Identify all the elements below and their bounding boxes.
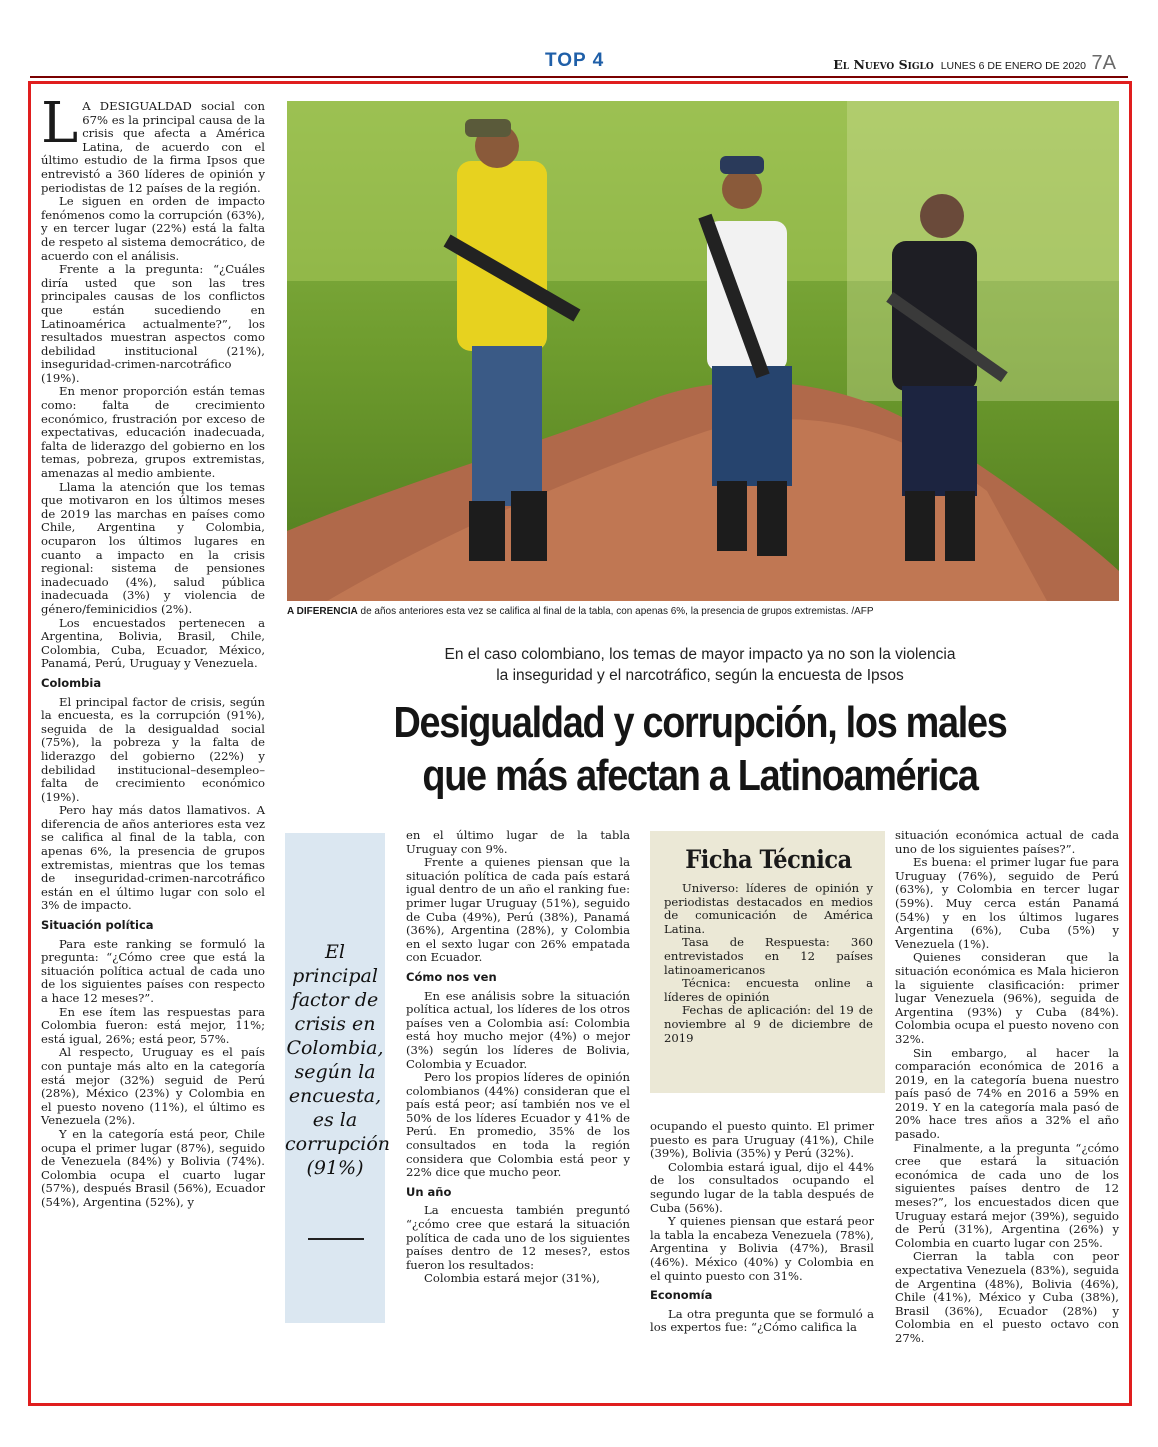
paragraph: ocupando el puesto quinto. El primer puesto es para Uruguay (41%), Chile (39%), Bolivia (35%) y Perú (32%). bbox=[650, 1119, 874, 1161]
paragraph: La encuesta también preguntó “¿cómo cree que estará la situación política de cada uno de los siguientes países dentro de 12 meses?, estos fueron los resultados: bbox=[406, 1203, 630, 1272]
paragraph: Es buena: el primer lugar fue para Uruguay (76%), seguido de Perú (63%), y Colombia en tercer lugar (59%). Muy cerca están Panamá (54%) y en los últimos lugares Argentina (6%), Cuba (5%) y Venezuela (1%). bbox=[895, 855, 1119, 951]
paragraph: Le siguen en orden de impacto fenómenos como la corrupción (63%), y en tercer lugar (22%) está la falta de respeto al sistema democrático, de acuerdo con el análisis. bbox=[41, 194, 265, 263]
article-kicker bbox=[300, 644, 1100, 686]
paragraph: Colombia estará mejor (31%), bbox=[424, 1271, 600, 1286]
ficha-title: Ficha Técnica bbox=[685, 845, 852, 874]
ficha-item: Fechas de aplicación: del 19 de noviembre al 9 de diciembre de 2019 bbox=[664, 1003, 873, 1045]
paragraph: Y quienes piensan que estará peor la tabla la encabeza Venezuela (78%), Argentina y Bolivia (47%), Brasil (46%). México (40%) y Colombia en el quinto puesto con 31%. bbox=[650, 1214, 874, 1283]
ficha-item: Técnica: encuesta online a líderes de opinión bbox=[664, 976, 873, 1004]
kicker-line: En el caso colombiano, los temas de mayor impacto ya no son la violencia bbox=[444, 646, 956, 663]
paragraph: Al respecto, Uruguay es el país con puntaje más alto en la categoría está mejor (32%) seguid de Perú (28%), México (23%) y Colombia en el puesto noveno (11%), el último es Venezuela (2%). bbox=[41, 1045, 265, 1128]
article-column-3 bbox=[406, 829, 630, 1286]
paragraph: en el último lugar de la tabla Uruguay con 9%. bbox=[406, 828, 630, 856]
photo-illustration bbox=[287, 101, 1119, 601]
article-column-1 bbox=[41, 91, 265, 1210]
paragraph: Quienes consideran que la situación económica es Mala hicieron la siguiente clasificación: primer lugar Venezuela (96%), seguida de Argentina (93%) y Cuba (84%). Colombia ocupa el puesto noveno con 32%. bbox=[895, 950, 1119, 1046]
lead-photo bbox=[287, 101, 1119, 601]
kicker-line: la inseguridad y el narcotráfico, según la encuesta de Ipsos bbox=[496, 667, 904, 684]
article-column-5 bbox=[895, 829, 1119, 1346]
ficha-item: Tasa de Respuesta: 360 entrevistados en 12 países latinoamericanos bbox=[664, 935, 873, 977]
article-headline bbox=[356, 696, 1044, 802]
paragraph: Y en la categoría está peor, Chile ocupa el primer lugar (87%), seguido de Venezuela (84%) y Bolivia (74%). Colombia ocupa el cuarto lugar (57%), después Brasil (56%), Ecuador (54%), Argentina (52%), y bbox=[41, 1126, 265, 1209]
paragraph: En ese análisis sobre la situación política actual, los líderes de los otros países ven a Colombia así: Colombia está hoy mucho mejor (4%) o mejor (3%) según los líderes de Bolivia, Colombia y Ecuador. bbox=[406, 988, 630, 1071]
paragraph: Cierran la tabla con peor expectativa Venezuela (83%), seguida de Argentina (48%), Bolivia (46%), Chile (41%), México y Cuba (38%), Brasil (36%), Ecuador (28%) y Colombia en el puesto octavo con 27%. bbox=[895, 1249, 1119, 1345]
masthead-line bbox=[833, 57, 1086, 72]
headline-line: que más afectan a Latinoamérica bbox=[422, 751, 978, 800]
subhead-situacion-politica: Situación política bbox=[41, 918, 154, 933]
article-column-4 bbox=[650, 1120, 874, 1335]
paragraph: Frente a la pregunta: “¿Cuáles diría usted que son las tres principales causas de los conflictos que están sucediendo en Latinoamérica actualmente?”, los resultados muestran aspectos como debilidad institucional (21%), inseguridad-crimen-narcotráfico (19%). bbox=[41, 262, 265, 385]
paragraph: Sin embargo, al hacer la comparación económica de 2016 a 2019, en la categoría buena nuestro país pasó de 74% en 2016 a 59% en 2019. Y en la categoría mala pasó de 20% hace tres años a 32% el año pasado. bbox=[895, 1045, 1119, 1142]
paragraph: La otra pregunta que se formuló a los expertos fue: “¿Cómo califica la bbox=[650, 1306, 874, 1335]
page-number: 7A bbox=[1091, 52, 1116, 74]
paragraph: Colombia estará igual, dijo el 44% de los consultados ocupando el segundo lugar de la tabla después de Cuba (56%). bbox=[650, 1159, 874, 1215]
section-label: TOP 4 bbox=[545, 50, 605, 71]
header-rule bbox=[30, 76, 1128, 78]
dropcap: L bbox=[41, 91, 79, 156]
page-header bbox=[0, 0, 1158, 80]
paragraph: Pero los propios líderes de opinión colombianos (44%) consideran que el país está peor; así también nos ve el 50% de los líderes Ecuador y 41% de Perú. En promedio, 35% de los consultados en toda la región considera que Colombia está peor y 22% dice que mucho peor. bbox=[406, 1070, 630, 1180]
masthead: El Nuevo Siglo bbox=[833, 57, 934, 72]
pullquote: El principal factor de crisis en Colombia, según la encuesta, es la corrupción (91%) bbox=[285, 941, 391, 1179]
photo-caption bbox=[287, 606, 1127, 618]
paragraph: En menor proporción están temas como: falta de crecimiento económico, frustración por exceso de expectativas, educación inadecuada, falta de liderazgo del gobierno en los temas, pobreza, grupos extremistas, amenazas al medio ambiente. bbox=[41, 384, 265, 481]
pullquote-rule bbox=[308, 1238, 364, 1240]
lead-paragraph: L A DESIGUALDAD social con 67% es la principal causa de la crisis que afecta a América Latina, de acuerdo con el último estudio de la firma Ipsos que entrevistó a 360 líderes de opinión y periodistas de 12 países de la región. bbox=[41, 91, 265, 195]
caption-lead: A DIFERENCIA bbox=[287, 606, 358, 617]
paragraph: Los encuestados pertenecen a Argentina, Bolivia, Brasil, Chile, Colombia, Cuba, Ecuador, México, Panamá, Perú, Uruguay y Venezuela. bbox=[41, 615, 265, 671]
ficha-item: Universo: líderes de opinión y periodistas destacados en medios de comunicación de América Latina. bbox=[664, 881, 873, 936]
paragraph: Llama la atención que los temas que motivaron en los últimos meses de 2019 las marchas en países como Chile, Argentina y Colombia, ocuparon los últimos lugares en cuanto a impacto en la crisis regional: sistema de pensiones inadecuado (4%), salud pública inadecuada (3%) y violencia de género/feminicidios (2%). bbox=[41, 479, 265, 616]
paragraph: El principal factor de crisis, según la encuesta, es la corrupción (91%), seguida de la desigualdad social (75%), la pobreza y la falta de liderazgo del gobierno (22%) y debilidad institucional–desempleo–falta de crecimiento económico (19%). bbox=[41, 694, 265, 804]
subhead-un-anio: Un año bbox=[406, 1184, 452, 1199]
ficha-tecnica-box bbox=[650, 831, 885, 1093]
subhead-como-nos-ven: Cómo nos ven bbox=[406, 969, 497, 984]
paragraph: Para este ranking se formuló la pregunta: “¿Cómo cree que está la situación política actual de cada uno de los siguientes países con respecto a hace 12 meses?”. bbox=[41, 936, 265, 1005]
caption-text: de años anteriores esta vez se califica al final de la tabla, con apenas 6%, la presencia de grupos extremistas. /AFP bbox=[357, 606, 874, 617]
headline-line: Desigualdad y corrupción, los males bbox=[393, 698, 1007, 747]
paragraph: situación económica actual de cada uno de los siguientes países?”. bbox=[895, 828, 1119, 856]
paragraph: Finalmente, a la pregunta “¿cómo cree que estará la situación económica de cada uno de los siguientes países dentro de 12 meses?”, los encuestados dicen que Uruguay estará mejor (39%), seguido de Perú (31%), Argentina (26%) y Colombia en cuarto lugar con 25%. bbox=[895, 1140, 1119, 1250]
dateline: LUNES 6 DE ENERO DE 2020 bbox=[940, 60, 1086, 72]
subhead-economia: Economía bbox=[650, 1288, 713, 1303]
paragraph: Pero hay más datos llamativos. A diferencia de años anteriores esta vez se califica al final de la tabla, con apenas 6%, la presencia de grupos extremistas, mientras que los temas de inseguridad-crimen-narcotráfico están en el último lugar con solo el 3% de impacto. bbox=[41, 803, 265, 913]
subhead-colombia: Colombia bbox=[41, 675, 102, 690]
paragraph: Frente a quienes piensan que la situación política de cada país estará igual dentro de un año el ranking fue: primer lugar Uruguay (51%), seguido de Cuba (49%), Perú (38%), Panamá (36%), Argentina (28%), y Colombia en el sexto lugar con 26% empatada con Ecuador. bbox=[406, 855, 630, 965]
paragraph: En ese ítem las respuestas para Colombia fueron: está mejor, 11%; está igual, 26%; está peor, 57%. bbox=[41, 1004, 265, 1046]
